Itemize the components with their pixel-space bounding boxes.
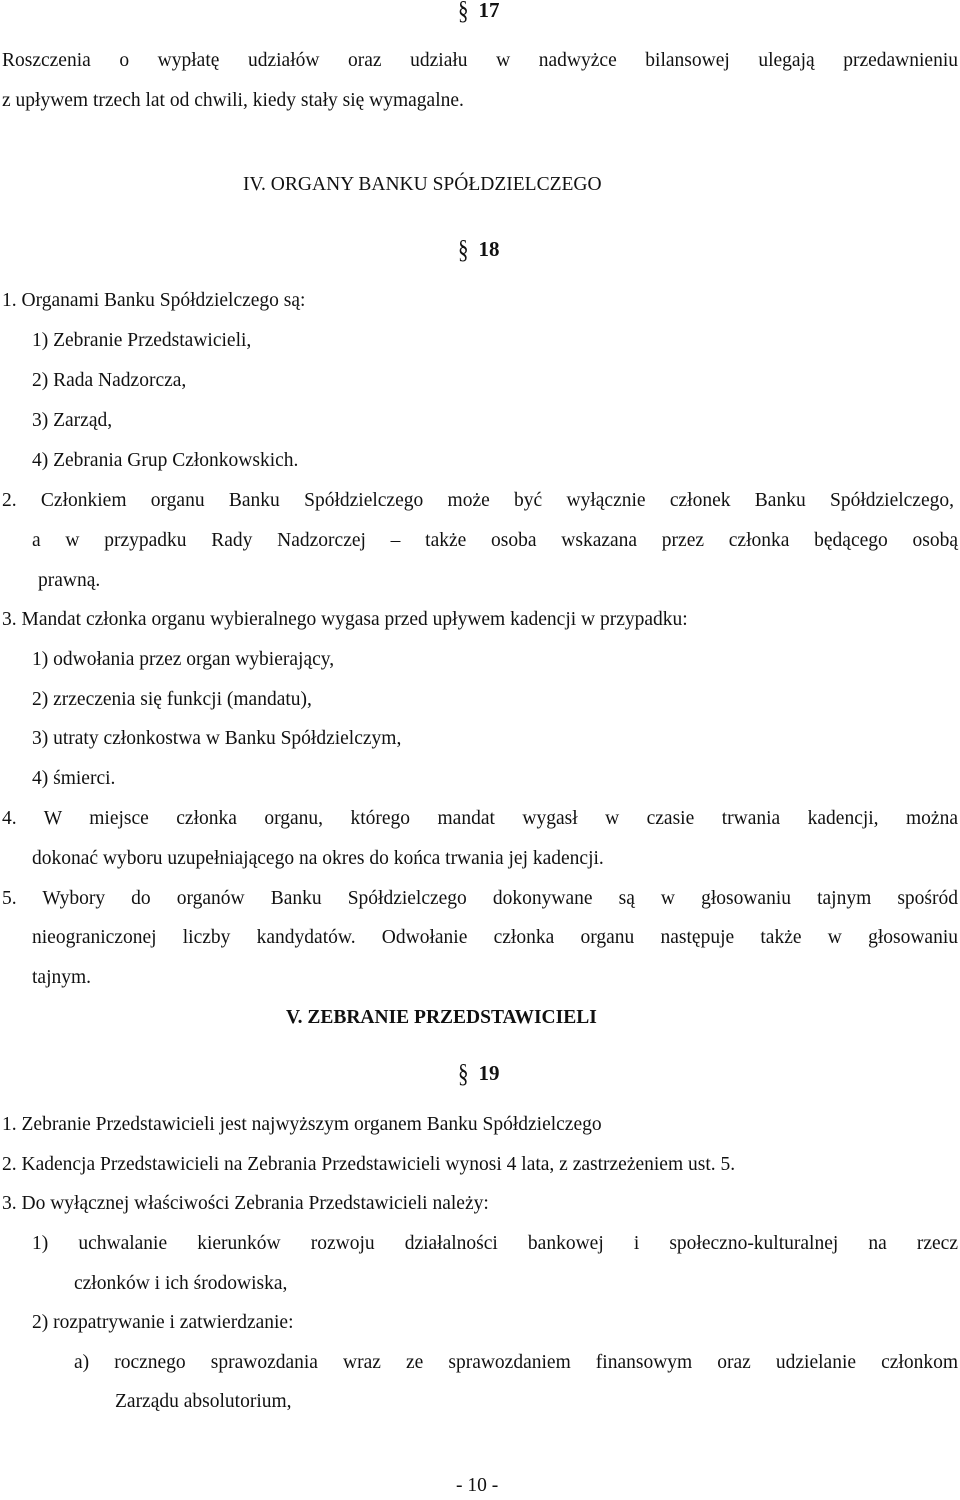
section-17-heading bbox=[458, 0, 500, 25]
list-item: 3) utraty członkostwa w Banku Spółdzielczym, bbox=[32, 728, 402, 749]
list-item: 4) śmierci. bbox=[32, 768, 116, 789]
section-symbol: § bbox=[458, 0, 469, 25]
s18-paragraph-5-line-1: 5. Wybory do organów Banku Spółdzielczego dokonywane są w głosowaniu tajnym spośród bbox=[2, 888, 958, 909]
list-item: 2) Rada Nadzorcza, bbox=[32, 370, 187, 391]
s19-item-2a-line-2: Zarządu absolutorium, bbox=[115, 1391, 292, 1412]
list-item: 2) zrzeczenia się funkcji (mandatu), bbox=[32, 689, 312, 710]
s18-paragraph-5-line-2: nieograniczonej liczby kandydatów. Odwołanie członka organu następuje także w głosowaniu bbox=[32, 927, 958, 948]
section-18-heading bbox=[458, 234, 500, 264]
page-number: - 10 - bbox=[456, 1475, 499, 1496]
s18-paragraph-2-line-3: prawną. bbox=[38, 570, 101, 591]
s18-paragraph-4-line-1: 4. W miejsce członka organu, którego mandat wygasł w czasie trwania kadencji, można bbox=[2, 808, 958, 829]
s18-paragraph-2-line-1: 2. Członkiem organu Banku Spółdzielczego może być wyłącznie członek Banku Spółdzielczego, bbox=[2, 490, 954, 511]
section-number: 18 bbox=[478, 237, 500, 261]
section-number: 19 bbox=[478, 1061, 500, 1085]
s18-paragraph-5-line-3: tajnym. bbox=[32, 967, 92, 988]
s19-item-2: 2) rozpatrywanie i zatwierdzanie: bbox=[32, 1312, 294, 1333]
section-19-heading bbox=[458, 1058, 500, 1088]
section-number: 17 bbox=[478, 0, 500, 22]
s18-paragraph-4-line-2: dokonać wyboru uzupełniającego na okres do końca trwania jej kadencji. bbox=[32, 848, 604, 869]
s19-item-2a-line-1: a) rocznego sprawozdania wraz ze sprawozdaniem finansowym oraz udzielanie członkom bbox=[74, 1352, 958, 1373]
list-item: 1) odwołania przez organ wybierający, bbox=[32, 649, 335, 670]
s19-item-1-line-1: 1) uchwalanie kierunków rozwoju działalności bankowej i społeczno-kulturalnej na rzecz bbox=[32, 1233, 958, 1254]
s19-item-1-line-2: członków i ich środowiska, bbox=[74, 1273, 288, 1294]
s17-line-2: z upływem trzech lat od chwili, kiedy stały się wymagalne. bbox=[2, 90, 464, 111]
section-symbol: § bbox=[458, 1058, 469, 1088]
s17-line-1: Roszczenia o wypłatę udziałów oraz udziału w nadwyżce bilansowej ulegają przedawnieniu bbox=[2, 50, 958, 71]
list-item: 3) Zarząd, bbox=[32, 410, 113, 431]
list-item: 4) Zebrania Grup Członkowskich. bbox=[32, 450, 299, 471]
s19-paragraph-3: 3. Do wyłącznej właściwości Zebrania Przedstawicieli należy: bbox=[2, 1193, 489, 1214]
s19-paragraph-1: 1. Zebranie Przedstawicieli jest najwyższym organem Banku Spółdzielczego bbox=[2, 1114, 602, 1135]
s18-paragraph-2-line-2: a w przypadku Rady Nadzorczej – także osoba wskazana przez członka będącego osobą bbox=[32, 530, 958, 551]
s18-paragraph-3: 3. Mandat członka organu wybieralnego wygasa przed upływem kadencji w przypadku: bbox=[2, 609, 688, 630]
section-symbol: § bbox=[458, 234, 469, 264]
chapter-5-title: V. ZEBRANIE PRZEDSTAWICIELI bbox=[286, 1007, 597, 1028]
s19-paragraph-2: 2. Kadencja Przedstawicieli na Zebrania Przedstawicieli wynosi 4 lata, z zastrzeżeniem ust. 5. bbox=[2, 1154, 736, 1175]
chapter-4-title: IV. ORGANY BANKU SPÓŁDZIELCZEGO bbox=[243, 174, 602, 195]
list-item: 1) Zebranie Przedstawicieli, bbox=[32, 330, 252, 351]
s18-paragraph-1: 1. Organami Banku Spółdzielczego są: bbox=[2, 290, 306, 311]
